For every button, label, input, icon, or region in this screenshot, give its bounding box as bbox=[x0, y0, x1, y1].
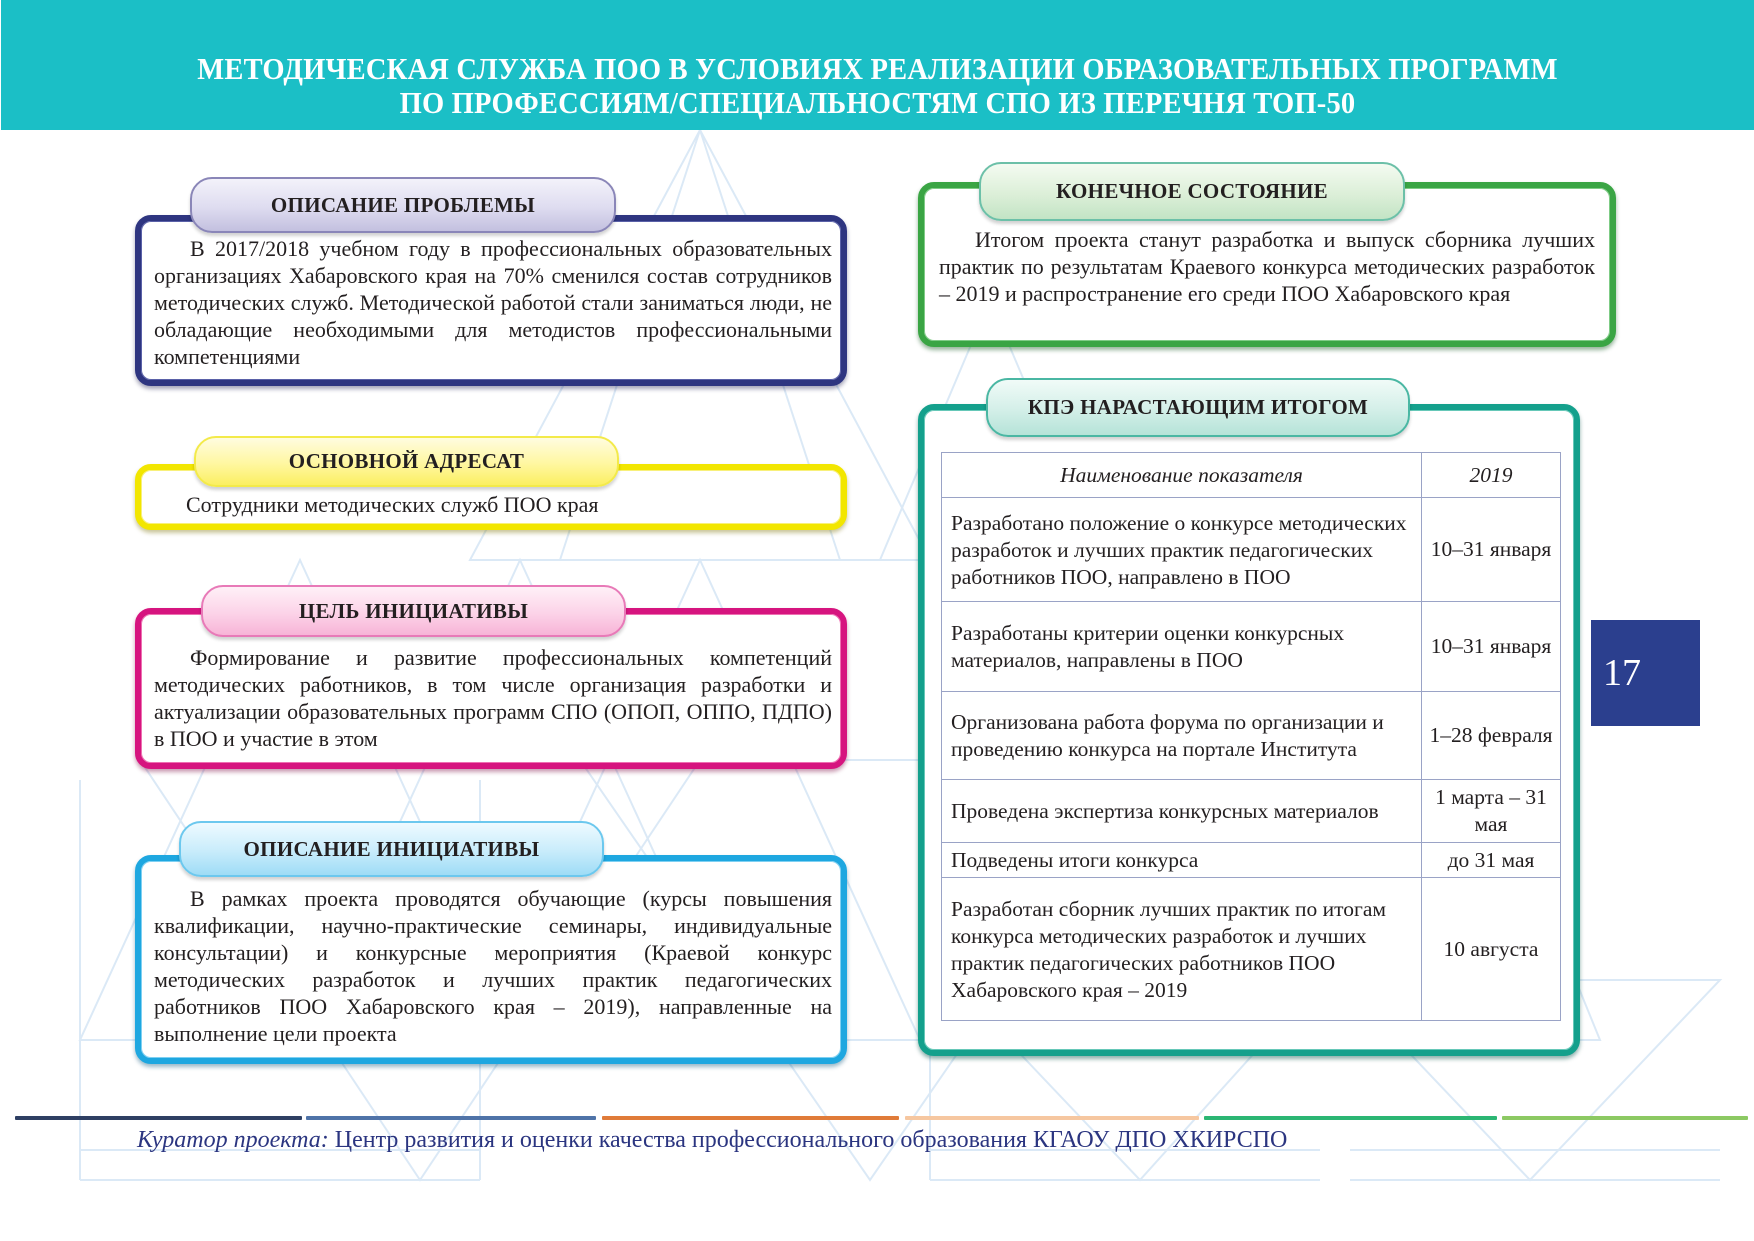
kpi-table-row bbox=[942, 498, 1561, 602]
footer-rule-segment bbox=[905, 1116, 1199, 1120]
kpi-column-header-indicator: Наименование показателя bbox=[942, 453, 1422, 498]
footer-rule-segment bbox=[1502, 1116, 1748, 1120]
initiative-text: В рамках проекта проводятся обучающие (курсы повышения квалификации, научно-практические семинары, индивидуальные консультации) и конкурсные мероприятия (Краевой конкурс методических разработок и лучших практик педагогических работников ПОО Хабаровского края – 2019), направленные на выполнение цели проекта bbox=[154, 886, 832, 1046]
kpi-indicator-date: 1–28 февраля bbox=[1422, 692, 1561, 780]
kpi-indicator-name: Подведены итоги конкурса bbox=[942, 843, 1422, 878]
kpi-table bbox=[941, 452, 1561, 1021]
page-title-line-2: ПО ПРОФЕССИЯМ/СПЕЦИАЛЬНОСТЯМ СПО ИЗ ПЕРЕЧНЯ ТОП-50 bbox=[399, 85, 1356, 120]
kpi-indicator-name: Разработан сборник лучших практик по итогам конкурса методических разработок и лучших практик педагогических работников ПОО Хабаровского края – 2019 bbox=[942, 878, 1422, 1021]
footer-rule-segment bbox=[602, 1116, 899, 1120]
header-banner bbox=[1, 0, 1754, 130]
kpi-indicator-name: Разработаны критерии оценки конкурсных материалов, направлены в ПОО bbox=[942, 602, 1422, 692]
kpi-table-row bbox=[942, 692, 1561, 780]
kpi-table-row bbox=[942, 602, 1561, 692]
footer-curator bbox=[137, 1127, 1287, 1154]
kpi-indicator-name: Разработано положение о конкурсе методических разработок и лучших практик педагогических работников ПОО, направлено в ПОО bbox=[942, 498, 1422, 602]
goal-text: Формирование и развитие профессиональных компетенций методических работников, в том числе организация разработки и актуализации образовательных программ СПО (ОПОП, ОППО, ПДПО) в ПОО и участие в этом bbox=[154, 645, 832, 751]
end-state-label: КОНЕЧНОЕ СОСТОЯНИЕ bbox=[979, 162, 1405, 221]
kpi-table-row bbox=[942, 780, 1561, 843]
kpi-indicator-date: 10–31 января bbox=[1422, 498, 1561, 602]
kpi-label: КПЭ НАРАСТАЮЩИМ ИТОГОМ bbox=[986, 378, 1410, 437]
audience-label: ОСНОВНОЙ АДРЕСАТ bbox=[194, 436, 619, 487]
problem-label: ОПИСАНИЕ ПРОБЛЕМЫ bbox=[190, 177, 616, 233]
kpi-indicator-date: 1 марта – 31 мая bbox=[1422, 780, 1561, 843]
kpi-indicator-date: до 31 мая bbox=[1422, 843, 1561, 878]
kpi-indicator-date: 10 августа bbox=[1422, 878, 1561, 1021]
initiative-label: ОПИСАНИЕ ИНИЦИАТИВЫ bbox=[179, 821, 604, 877]
kpi-column-header-year: 2019 bbox=[1422, 453, 1561, 498]
page-title-line-1: МЕТОДИЧЕСКАЯ СЛУЖБА ПОО В УСЛОВИЯХ РЕАЛИЗАЦИИ ОБРАЗОВАТЕЛЬНЫХ ПРОГРАММ bbox=[197, 51, 1558, 86]
footer-rule-segment bbox=[1204, 1116, 1497, 1120]
end-state-text: Итогом проекта станут разработка и выпуск сборника лучших практик по результатам Краевого конкурса методических разработок – 2019 и распространение его среди ПОО Хабаровского края bbox=[939, 227, 1595, 306]
page-title bbox=[71, 52, 1684, 120]
curator-value: Центр развития и оценки качества профессионального образования КГАОУ ДПО ХКИРСПО bbox=[328, 1127, 1288, 1153]
curator-label: Куратор проекта: bbox=[137, 1127, 329, 1153]
kpi-table-row bbox=[942, 878, 1561, 1021]
footer-rule-segment bbox=[306, 1116, 596, 1120]
audience-text: Сотрудники методических служб ПОО края bbox=[186, 492, 599, 517]
kpi-indicator-date: 10–31 января bbox=[1422, 602, 1561, 692]
problem-text: В 2017/2018 учебном году в профессиональных образовательных организациях Хабаровского края на 70% сменился состав сотрудников методических служб. Методической работой стали заниматься люди, не обладающие необходимыми для методистов профессиональными компетенциями bbox=[154, 236, 832, 369]
kpi-indicator-name: Организована работа форума по организации и проведению конкурса на портале Института bbox=[942, 692, 1422, 780]
footer-rule-segment bbox=[15, 1116, 302, 1120]
page-number: 17 bbox=[1591, 620, 1700, 726]
goal-label: ЦЕЛЬ ИНИЦИАТИВЫ bbox=[201, 585, 626, 637]
kpi-table-header-row bbox=[942, 453, 1561, 498]
kpi-indicator-name: Проведена экспертиза конкурсных материалов bbox=[942, 780, 1422, 843]
kpi-table-row bbox=[942, 843, 1561, 878]
